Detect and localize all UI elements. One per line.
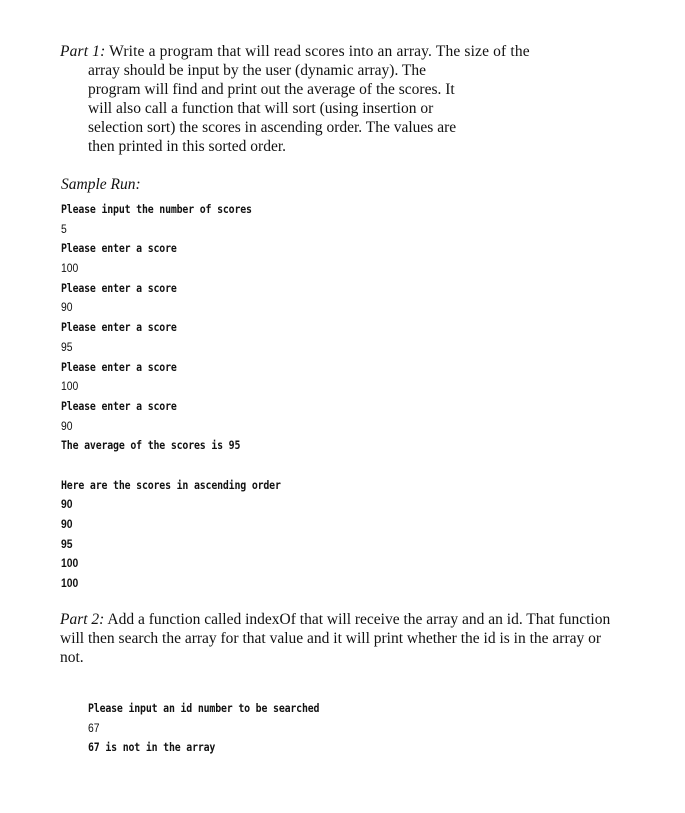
console-prompt-text: The average of the scores is 95	[61, 438, 241, 453]
console-output-value: 100	[61, 558, 79, 571]
sample-run-label: Sample Run:	[61, 176, 141, 193]
part2-paragraph	[60, 610, 620, 667]
console-line	[88, 737, 357, 757]
part2-sample-output	[88, 698, 357, 757]
console-input-value: 100	[61, 263, 79, 276]
console-input-value: 90	[61, 420, 73, 433]
console-line	[61, 396, 317, 416]
console-prompt-text: Please input an id number to be searched	[88, 701, 320, 715]
console-line	[61, 455, 317, 475]
part1-text-line: selection sort) the scores in ascending order. The values are	[88, 119, 457, 136]
part1-first-line	[60, 42, 560, 61]
console-prompt-text: Please enter a score	[61, 241, 177, 256]
console-line	[61, 199, 317, 219]
console-output-value: 100	[61, 578, 79, 591]
console-prompt-text: Here are the scores in ascending order	[61, 477, 281, 492]
console-prompt-text: Please enter a score	[61, 320, 177, 335]
console-line	[61, 278, 317, 298]
console-prompt-text: Please enter a score	[61, 280, 177, 295]
console-output-value: 95	[61, 538, 73, 551]
console-output-value: 90	[61, 499, 73, 512]
console-line	[61, 357, 317, 377]
console-output-value: 90	[61, 519, 73, 531]
console-prompt-text: 67 is not in the array	[88, 740, 216, 755]
part2-text-line: Add a function called indexOf that will receive the array and an id. That function	[107, 611, 611, 628]
console-line	[88, 698, 357, 718]
sample-run-output	[61, 199, 317, 593]
console-line	[61, 514, 317, 534]
console-line	[61, 317, 317, 337]
console-prompt-text: Please enter a score	[61, 398, 177, 413]
console-line	[61, 416, 317, 436]
console-line	[61, 475, 317, 495]
console-line	[61, 573, 317, 593]
console-line	[61, 297, 317, 317]
part2-first-line	[60, 610, 620, 629]
part1-text-line: Write a program that will read scores into an array. The size of the	[109, 43, 530, 60]
part1-label: Part 1:	[60, 43, 106, 60]
console-line	[61, 494, 317, 514]
console-line	[61, 435, 317, 455]
console-line	[61, 238, 317, 258]
part2-label: Part 2:	[60, 611, 105, 628]
part2-text-line: not.	[60, 649, 84, 666]
console-line	[61, 219, 317, 239]
part1-text-line: will also call a function that will sort (using insertion or	[88, 100, 434, 117]
console-line	[61, 534, 317, 554]
part1-text-line: program will find and print out the average of the scores. It	[88, 81, 455, 98]
console-input-value: 90	[61, 302, 73, 315]
console-prompt-text: Please enter a score	[61, 359, 177, 374]
console-line	[61, 258, 317, 278]
console-prompt-text: Please input the number of scores	[61, 202, 252, 216]
console-input-value: 67	[88, 722, 100, 735]
console-line	[61, 337, 317, 357]
console-input-value: 5	[61, 223, 67, 236]
part1-text-line: array should be input by the user (dynamic array). The	[88, 62, 427, 79]
console-input-value: 100	[61, 381, 79, 394]
part1-paragraph	[60, 42, 560, 156]
part2-text-line: will then search the array for that value and it will print whether the id is in the array or	[60, 630, 602, 647]
console-line	[88, 718, 357, 738]
console-line	[61, 376, 317, 396]
console-line	[61, 553, 317, 573]
part1-text-line: then printed in this sorted order.	[88, 138, 287, 155]
console-input-value: 95	[61, 341, 73, 354]
